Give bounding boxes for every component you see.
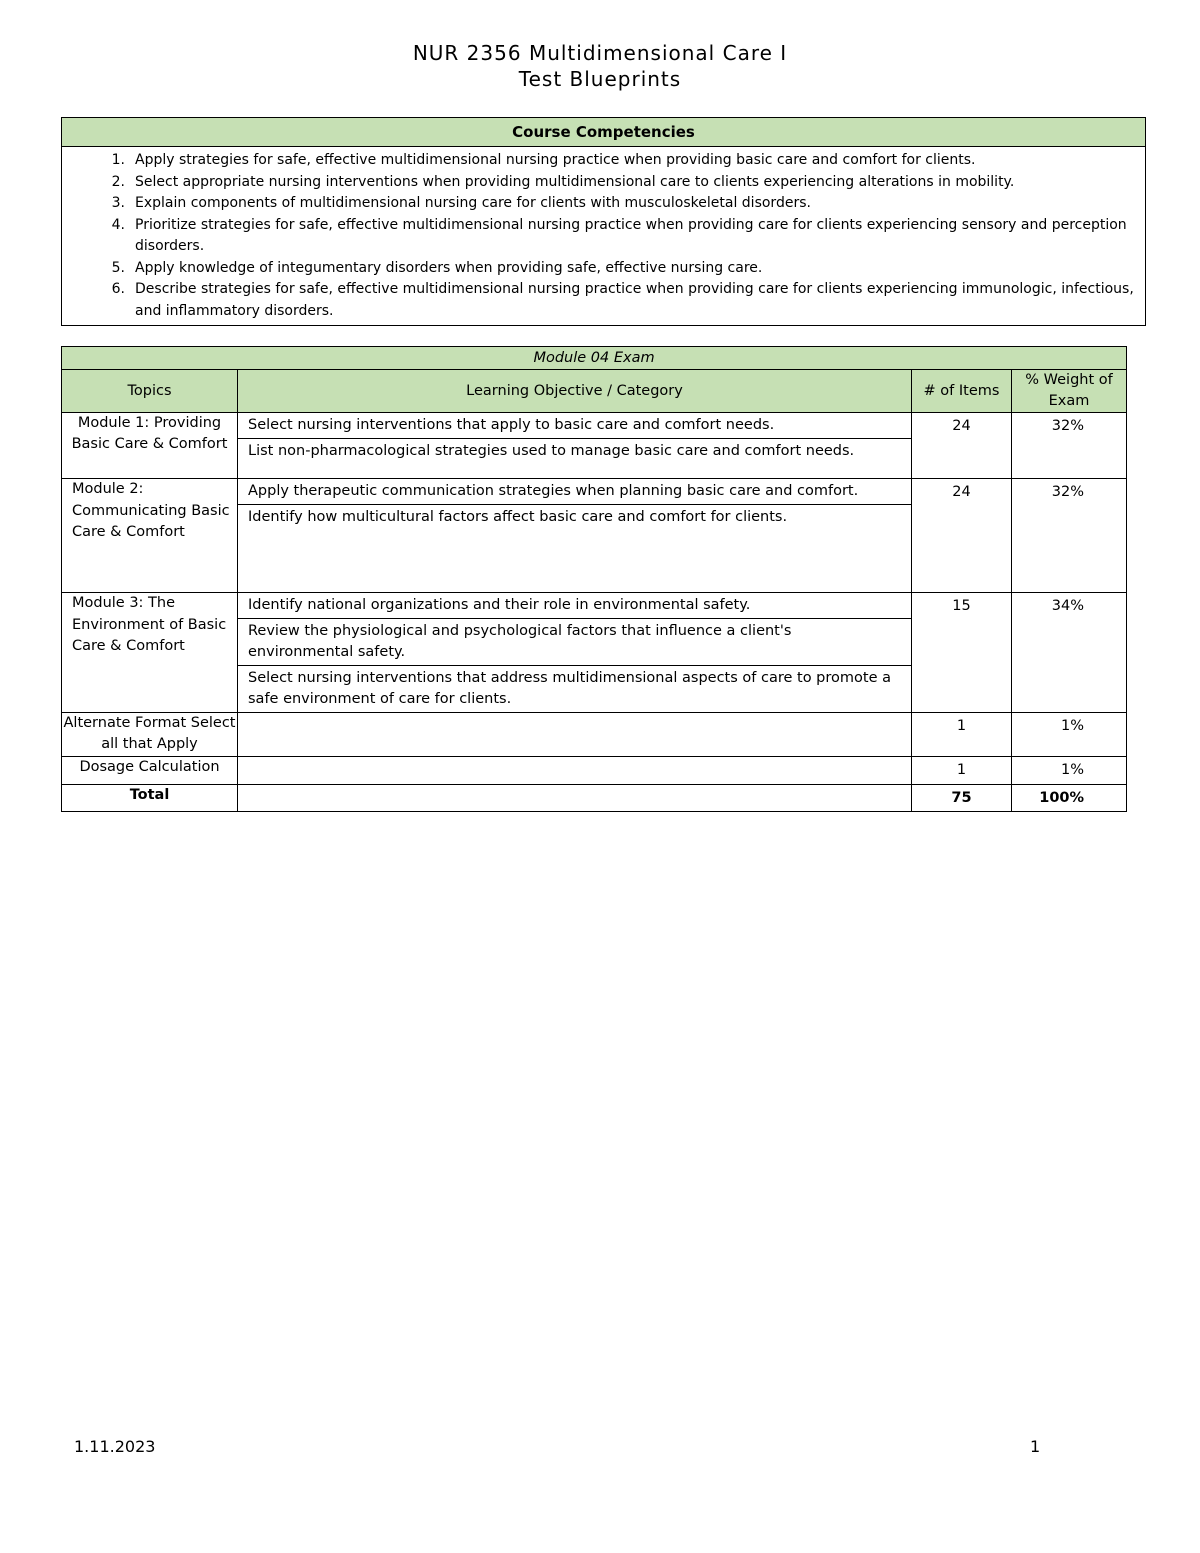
topic-cell: Alternate Format Select all that Apply [62,712,238,756]
objective-line: Select nursing interventions that address multidimensional aspects of care to promote a safe environment of care for clients. [248,669,891,707]
competency-number: 1. [111,152,125,168]
header-topics: Topics [62,370,238,413]
competency-number: 5. [111,259,125,276]
header-weight: % Weight of Exam [1012,370,1127,413]
competency-text: Apply strategies for safe, effective multidimensional nursing practice when providing basic care and comfort for clients. [135,152,976,168]
item-count-cell: 24 [912,413,1012,479]
objective-line: Review the physiological and psychological factors that influence a client's environmental safety. [238,619,911,666]
competency-number: 4. [111,216,125,233]
table-row [62,413,1127,479]
competency-text: Select appropriate nursing interventions when providing multidimensional care to clients experiencing alterations in mobility. [135,173,1015,190]
total-label: Total [62,784,238,811]
objective-line: List non-pharmacological strategies used to manage basic care and comfort needs. [248,442,855,459]
objective-line: Identify national organizations and their role in environmental safety. [238,593,911,619]
objective-cell [238,479,912,593]
weight-cell: 1% [1012,756,1127,784]
competency-item [111,215,1138,258]
competencies-body [62,147,1146,326]
table-row [62,712,1127,756]
objective-line: Apply therapeutic communication strategies when planning basic care and comfort. [238,479,911,505]
competencies-header: Course Competencies [62,118,1146,147]
title-line-1: NUR 2356 Multidimensional Care I [412,41,788,65]
objective-line: Identify how multicultural factors affect basic care and comfort for clients. [248,508,788,525]
table-row [62,593,1127,713]
competency-item [111,279,1138,322]
objective-cell [238,413,912,479]
weight-cell: 34% [1012,593,1127,713]
total-row [62,784,1127,811]
exam-title: Module 04 Exam [62,347,1127,370]
item-count-cell: 1 [912,712,1012,756]
total-weight: 100% [1012,784,1127,811]
document-title [0,40,1200,92]
competency-item [111,193,1138,215]
page-number: 1 [1030,1437,1041,1456]
footer-date: 1.11.2023 [74,1437,156,1456]
competency-item [111,258,1138,280]
total-items: 75 [912,784,1012,811]
topic-cell: Module 2: Communicating Basic Care & Comfort [62,479,238,593]
competency-text: Describe strategies for safe, effective multidimensional nursing practice when providing care for clients experiencing immunologic, infectious, and inflammatory disorders. [135,281,1134,319]
weight-cell: 32% [1012,479,1127,593]
item-count-cell: 1 [912,756,1012,784]
competency-number: 6. [111,281,125,297]
header-items: # of Items [912,370,1012,413]
table-row [62,756,1127,784]
topic-cell: Module 1: Providing Basic Care & Comfort [62,413,238,479]
competency-text: Apply knowledge of integumentary disorders when providing safe, effective nursing care. [135,259,763,276]
item-count-cell: 15 [912,593,1012,713]
total-objective-cell [238,784,912,811]
competency-text: Prioritize strategies for safe, effective multidimensional nursing practice when providing care for clients experiencing sensory and perception disorders. [135,216,1127,254]
title-line-2: Test Blueprints [518,67,682,91]
competency-item [111,172,1138,194]
weight-cell: 32% [1012,413,1127,479]
table-row [62,479,1127,593]
competency-number: 3. [111,195,125,211]
competency-item [111,150,1138,172]
objective-cell [238,756,912,784]
topic-cell: Module 3: The Environment of Basic Care & Comfort [62,593,238,713]
competency-text: Explain components of multidimensional nursing care for clients with musculoskeletal disorders. [135,195,811,211]
course-competencies-table [61,117,1146,326]
competency-number: 2. [111,173,125,190]
topic-cell: Dosage Calculation [62,756,238,784]
item-count-cell: 24 [912,479,1012,593]
objective-cell [238,712,912,756]
header-objective: Learning Objective / Category [238,370,912,413]
objective-cell [238,593,912,713]
module-exam-table [61,346,1127,812]
competency-list [63,148,1144,324]
weight-cell: 1% [1012,712,1127,756]
objective-line: Select nursing interventions that apply to basic care and comfort needs. [238,413,911,439]
